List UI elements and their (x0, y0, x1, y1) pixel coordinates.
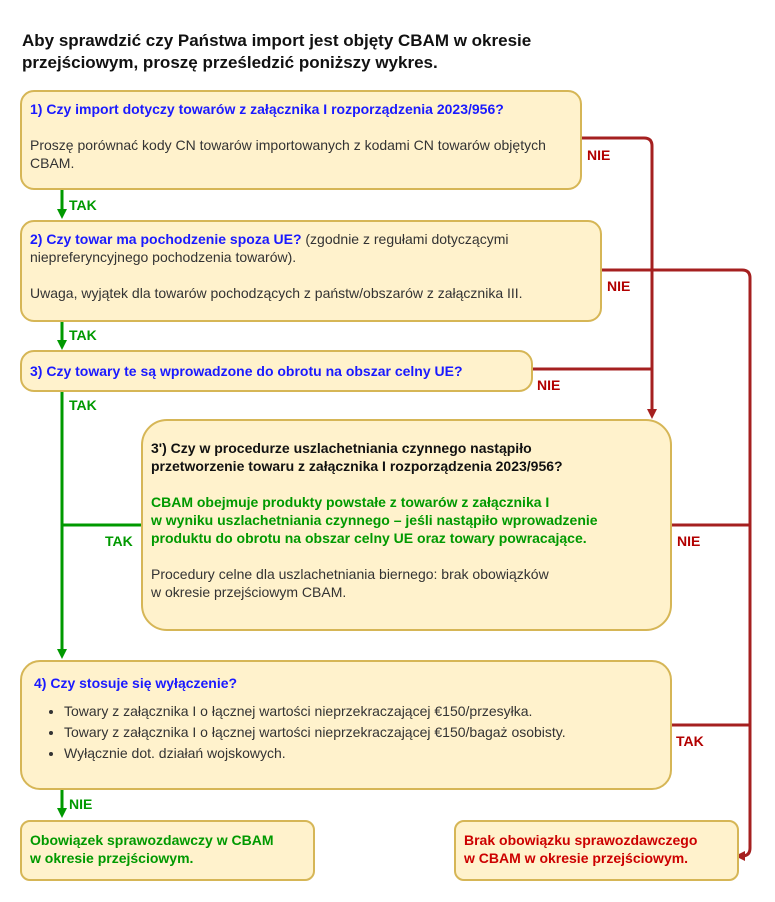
edge-label-q4-no: NIE (69, 796, 93, 812)
step-1-question: 1) Czy import dotyczy towarów z załącznika I rozporządzenia 2023/956? (30, 101, 504, 117)
step-4-question: 4) Czy stosuje się wyłączenie? (34, 675, 238, 691)
step-2-question: 2) Czy towar ma pochodzenie spoza UE? (30, 231, 302, 247)
outcome-no-obligation-text: Brak obowiązku sprawozdawczego w CBAM w okresie przejściowym. (464, 832, 698, 866)
outcome-no-obligation-box (454, 820, 739, 881)
edge-label-q2-no: NIE (607, 278, 631, 294)
step-3-box (20, 350, 533, 392)
step-3b-box (141, 419, 672, 631)
exclusion-item: • Towary z załącznika I o łącznej wartości nieprzekraczającej €150/bagaż osobisty. (64, 723, 658, 741)
step-3b-green-note: CBAM obejmuje produkty powstałe z towarów z załącznika I w wyniku uszlachetniania czynnego – jeśli nastąpiło wprowadzenie produktu do obrotu na obszar celny UE oraz towary powracające. (151, 494, 598, 546)
edge-label-q3b-yes: TAK (105, 533, 133, 549)
edge-label-q3-yes: TAK (69, 397, 97, 413)
edge-label-q1-no: NIE (587, 147, 611, 163)
edge-label-q1-yes: TAK (69, 197, 97, 213)
step-3-question: 3) Czy towary te są wprowadzone do obrotu na obszar celny UE? (30, 363, 463, 379)
step-1-note: Proszę porównać kody CN towarów importowanych z kodami CN towarów objętych CBAM. (30, 137, 546, 171)
exclusion-list (34, 702, 658, 762)
step-2-box (20, 220, 602, 322)
step-3b-question: 3') Czy w procedurze uszlachetniania czynnego nastąpiło przetworzenie towaru z załącznika I rozporządzenia 2023/956? (151, 440, 563, 474)
step-2-question-suffix: (zgodnie z regułami dotyczącymi niepreferyncyjnego pochodzenia towarów). (30, 231, 509, 265)
step-2-question-line (30, 230, 592, 266)
step-2-note: Uwaga, wyjątek dla towarów pochodzących z państw/obszarów z załącznika III. (30, 285, 523, 301)
outcome-obligation-text: Obowiązek sprawozdawczy w CBAM w okresie przejściowym. (30, 832, 274, 866)
step-3b-note: Procedury celne dla uszlachetniania biernego: brak obowiązków w okresie przejściowym CBAM. (151, 566, 549, 600)
page-title (22, 30, 622, 74)
step-4-box (20, 660, 672, 790)
outcome-obligation-box (20, 820, 315, 881)
edge-label-q4-yes: TAK (676, 733, 704, 749)
step-1-box (20, 90, 582, 190)
exclusion-item: • Towary z załącznika I o łącznej wartości nieprzekraczającej €150/przesyłka. (64, 702, 658, 720)
edge-label-q3b-no: NIE (677, 533, 701, 549)
edge-label-q3-no: NIE (537, 377, 561, 393)
title-line-1: Aby sprawdzić czy Państwa import jest objęty CBAM w okresie (22, 31, 532, 50)
title-line-2: przejściowym, proszę prześledzić poniższy wykres. (22, 53, 438, 72)
exclusion-item: • Wyłącznie dot. działań wojskowych. (64, 744, 658, 762)
edge-label-q2-yes: TAK (69, 327, 97, 343)
